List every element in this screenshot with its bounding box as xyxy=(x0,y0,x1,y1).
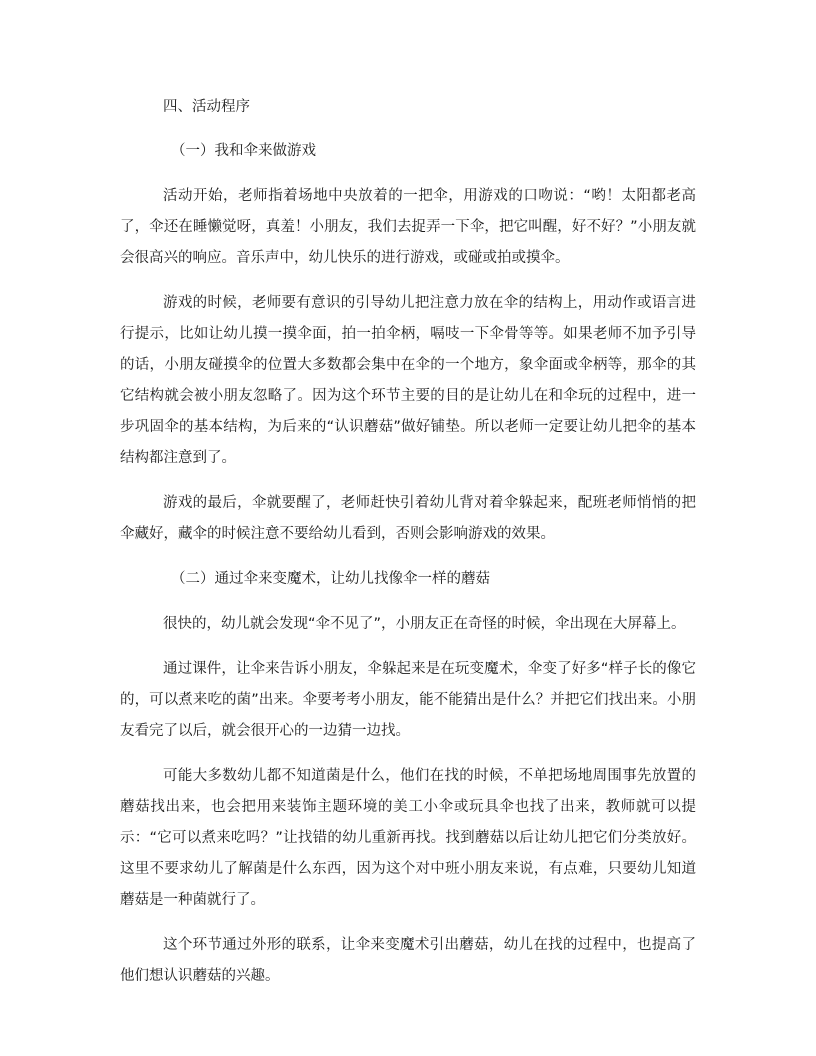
paragraph: 通过课件，让伞来告诉小朋友，伞躲起来是在玩变魔术，伞变了好多“样子长的像它的，可以煮来吃的菌”出来。伞要考考小朋友，能不能猜出是什么？并把它们找出来。小朋友看完了以后，就会很开心的一边猜一边找。 xyxy=(120,661,696,739)
paragraph: 很快的，幼儿就会发现“伞不见了”，小朋友正在奇怪的时候，伞出现在大屏幕上。 xyxy=(163,616,686,632)
paragraph: 可能大多数幼儿都不知道菌是什么，他们在找的时候，不单把场地周围事先放置的蘑菇找出来，也会把用来装饰主题环境的美工小伞或玩具伞也找了出来，教师就可以提示：“它可以煮来吃吗？”让找错的幼儿重新再找。找到蘑菇以后让幼儿把它们分类放好。这里不要求幼儿了解菌是什么东西，因为这个对中班小朋友来说，有点难，只要幼儿知道蘑菇是一种菌就行了。 xyxy=(120,768,696,908)
paragraph: 游戏的时候，老师要有意识的引导幼儿把注意力放在伞的结构上，用动作或语言进行提示，比如让幼儿摸一摸伞面，拍一拍伞柄，嗝吱一下伞骨等等。如果老师不加予引导的话，小朋友碰摸伞的位置大多数都会集中在伞的一个地方，象伞面或伞柄等，那伞的其它结构就会被小朋友忽略了。因为这个环节主要的目的是让幼儿在和伞玩的过程中，进一步巩固伞的基本结构，为后来的“认识蘑菇”做好铺垫。所以老师一定要让幼儿把伞的基本结构都注意到了。 xyxy=(120,295,696,466)
paragraph: 活动开始，老师指着场地中央放着的一把伞，用游戏的口吻说：“哟！太阳都老高了，伞还在睡懒觉呀，真羞！小朋友，我们去捉弄一下伞，把它叫醒，好不好？”小朋友就会很高兴的响应。音乐声中，幼儿快乐的进行游戏，或碰或拍或摸伞。 xyxy=(120,188,696,266)
part2-title: （二）通过伞来变魔术，让幼儿找像伞一样的蘑菇 xyxy=(171,571,490,587)
section-title: 四、活动程序 xyxy=(163,99,250,115)
part1-title: （一）我和伞来做游戏 xyxy=(171,143,316,159)
paragraph: 游戏的最后，伞就要醒了，老师赶快引着幼儿背对着伞躲起来，配班老师悄悄的把伞藏好，藏伞的时候注意不要给幼儿看到，否则会影响游戏的效果。 xyxy=(120,495,696,542)
paragraph: 这个环节通过外形的联系，让伞来变魔术引出蘑菇，幼儿在找的过程中，也提高了他们想认识蘑菇的兴趣。 xyxy=(120,937,696,984)
document-body xyxy=(120,92,696,1006)
